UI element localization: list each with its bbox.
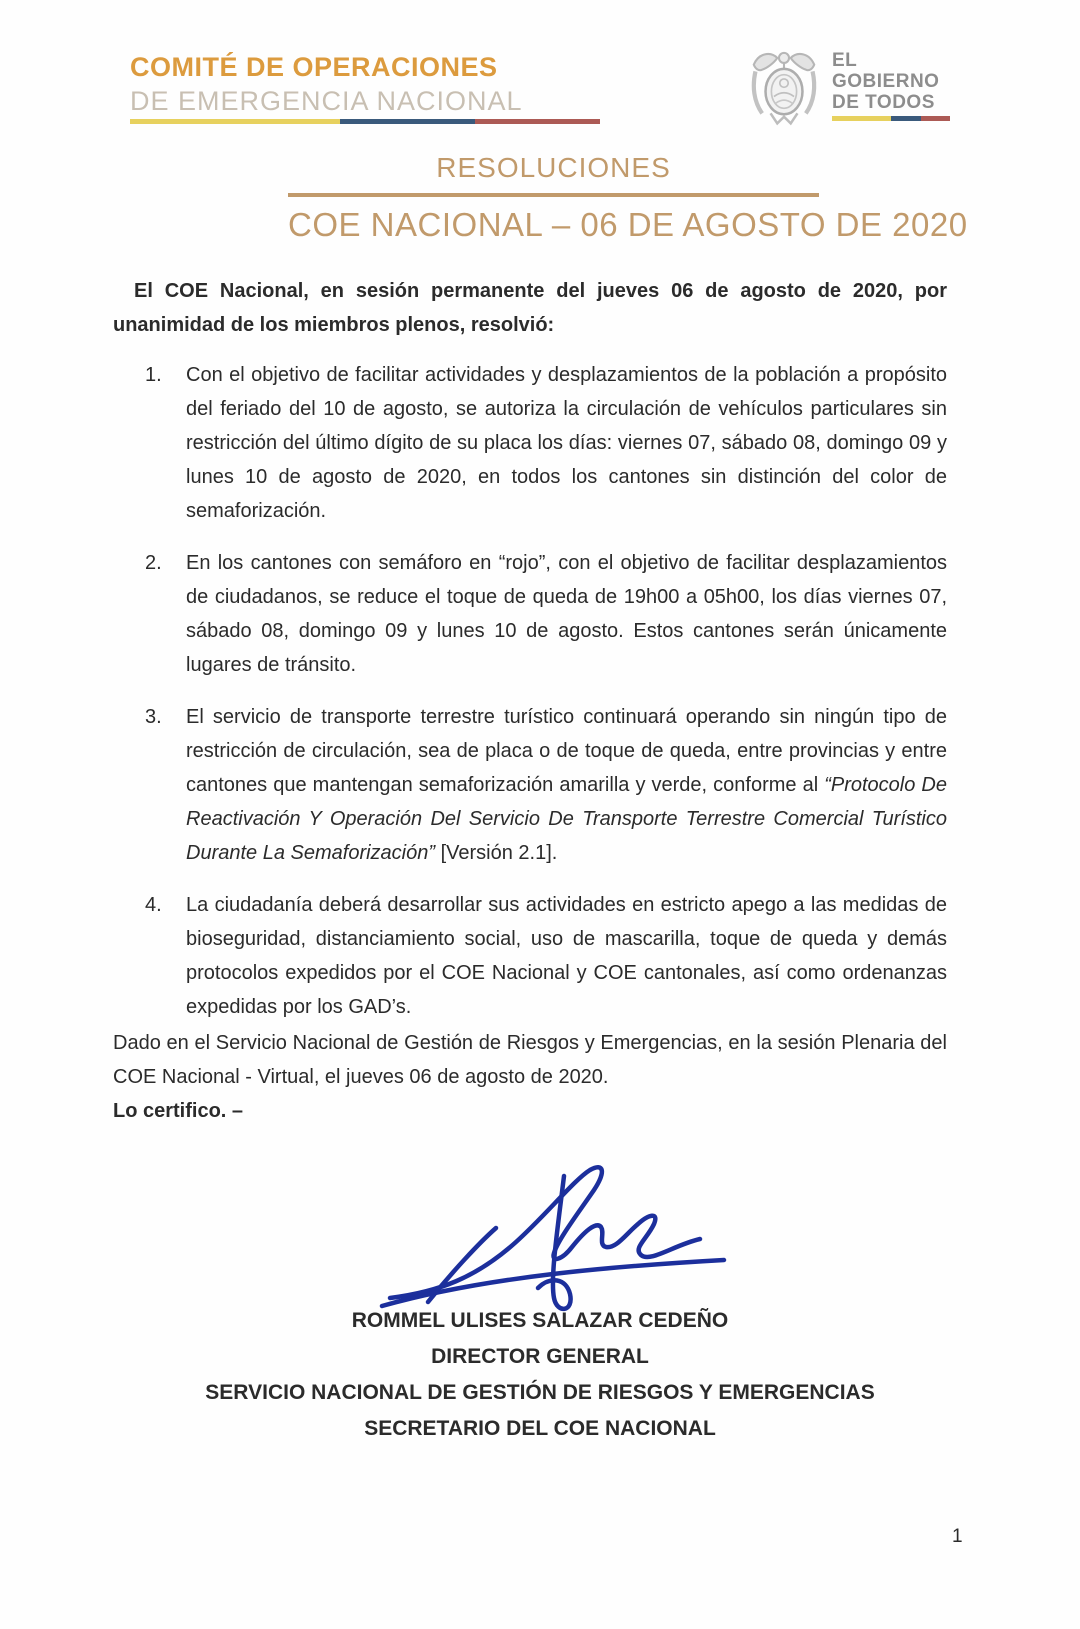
org-name-line2: DE EMERGENCIA NACIONAL xyxy=(130,86,523,116)
signatory-block xyxy=(140,1303,940,1447)
resolution-item-1 xyxy=(113,358,947,528)
resolution-item-4 xyxy=(113,888,947,1024)
logo-flag-blue-segment xyxy=(891,116,921,121)
handwritten-signature xyxy=(368,1146,740,1318)
item-number: 2. xyxy=(145,552,162,574)
item-text: En los cantones con semáforo en “rojo”, con el objetivo de facilitar desplazamientos de ciudadanos, se reduce el toque de queda de 19h00 a 05h00, los días viernes 07, sábado 08, domingo 09 y lunes 10 de agosto. Estos cantones serán únicamente lugares de tránsito. xyxy=(186,552,947,676)
closing-paragraph: Dado en el Servicio Nacional de Gestión de Riesgos y Emergencias, en la sesión Plenaria del COE Nacional - Virtual, el jueves 06 de agosto de 2020. xyxy=(113,1032,947,1088)
document-subtitle: COE NACIONAL – 06 DE AGOSTO DE 2020 xyxy=(288,206,968,243)
certification-line: Lo certifico. – xyxy=(113,1100,244,1122)
intro-paragraph: El COE Nacional, en sesión permanente del jueves 06 de agosto de 2020, por unanimidad de los miembros plenos, resolvió: xyxy=(113,280,947,336)
item-number: 3. xyxy=(145,706,162,728)
signatory-name: ROMMEL ULISES SALAZAR CEDEÑO xyxy=(351,1309,729,1332)
flag-tricolor-rule xyxy=(130,119,600,124)
item-number: 1. xyxy=(145,364,162,386)
logo-flag-yellow-segment xyxy=(832,116,891,121)
title-block xyxy=(288,152,968,244)
item-text: La ciudadanía deberá desarrollar sus actividades en estricto apego a las medidas de bioseguridad, distanciamiento social, uso de mascarilla, toque de queda y demás protocolos expedidos por el COE Nacional y COE cantonales, así como ordenanzas expedidas por los GAD’s. xyxy=(186,894,947,1018)
item-text-version: [Versión 2.1]. xyxy=(435,842,558,864)
org-name-line1: COMITÉ DE OPERACIONES xyxy=(130,52,498,82)
resolution-item-3 xyxy=(113,700,947,870)
item-text xyxy=(186,700,947,870)
signatory-institution: SERVICIO NACIONAL DE GESTIÓN DE RIESGOS Y EMERGENCIAS xyxy=(205,1381,875,1404)
item-text-protocol-title: “Protocolo De Reactivación Y Operación Del Servicio De Transporte Terrestre Comercial Turístico Durante La Semaforización” xyxy=(186,774,947,864)
logo-text-line3: DE TODOS xyxy=(832,92,935,113)
item-text-regular: El servicio de transporte terrestre turístico continuará operando sin ningún tipo de restricción de circulación, sea de placa o de toque de queda, entre provincias y entre cantones que mantengan semaforización amarilla y verde, conforme al xyxy=(186,706,947,796)
logo-text-line2: GOBIERNO xyxy=(832,71,940,92)
item-text: Con el objetivo de facilitar actividades y desplazamientos de la población a propósito del feriado del 10 de agosto, se autoriza la circulación de vehículos particulares sin restricción del último dígito de su placa los días: viernes 07, sábado 08, domingo 09 y lunes 10 de agosto de 2020, en todos los cantones sin distinción del color de semaforización. xyxy=(186,364,947,522)
ecuador-coat-of-arms-icon xyxy=(742,46,826,132)
flag-red-segment xyxy=(475,119,600,124)
resolution-item-2 xyxy=(113,546,947,682)
flag-yellow-segment xyxy=(130,119,340,124)
logo-text-line1: EL xyxy=(832,50,858,71)
page-number: 1 xyxy=(952,1526,963,1547)
government-logo-text xyxy=(832,50,939,113)
document-title: RESOLUCIONES xyxy=(436,152,671,183)
signatory-title: DIRECTOR GENERAL xyxy=(431,1345,649,1368)
logo-tricolor-rule xyxy=(832,116,950,121)
item-number: 4. xyxy=(145,894,162,916)
flag-blue-segment xyxy=(340,119,475,124)
title-underline xyxy=(288,193,819,197)
logo-flag-red-segment xyxy=(921,116,950,121)
org-wordmark xyxy=(130,52,523,117)
document-body xyxy=(113,274,947,1128)
signatory-role: SECRETARIO DEL COE NACIONAL xyxy=(364,1417,716,1440)
